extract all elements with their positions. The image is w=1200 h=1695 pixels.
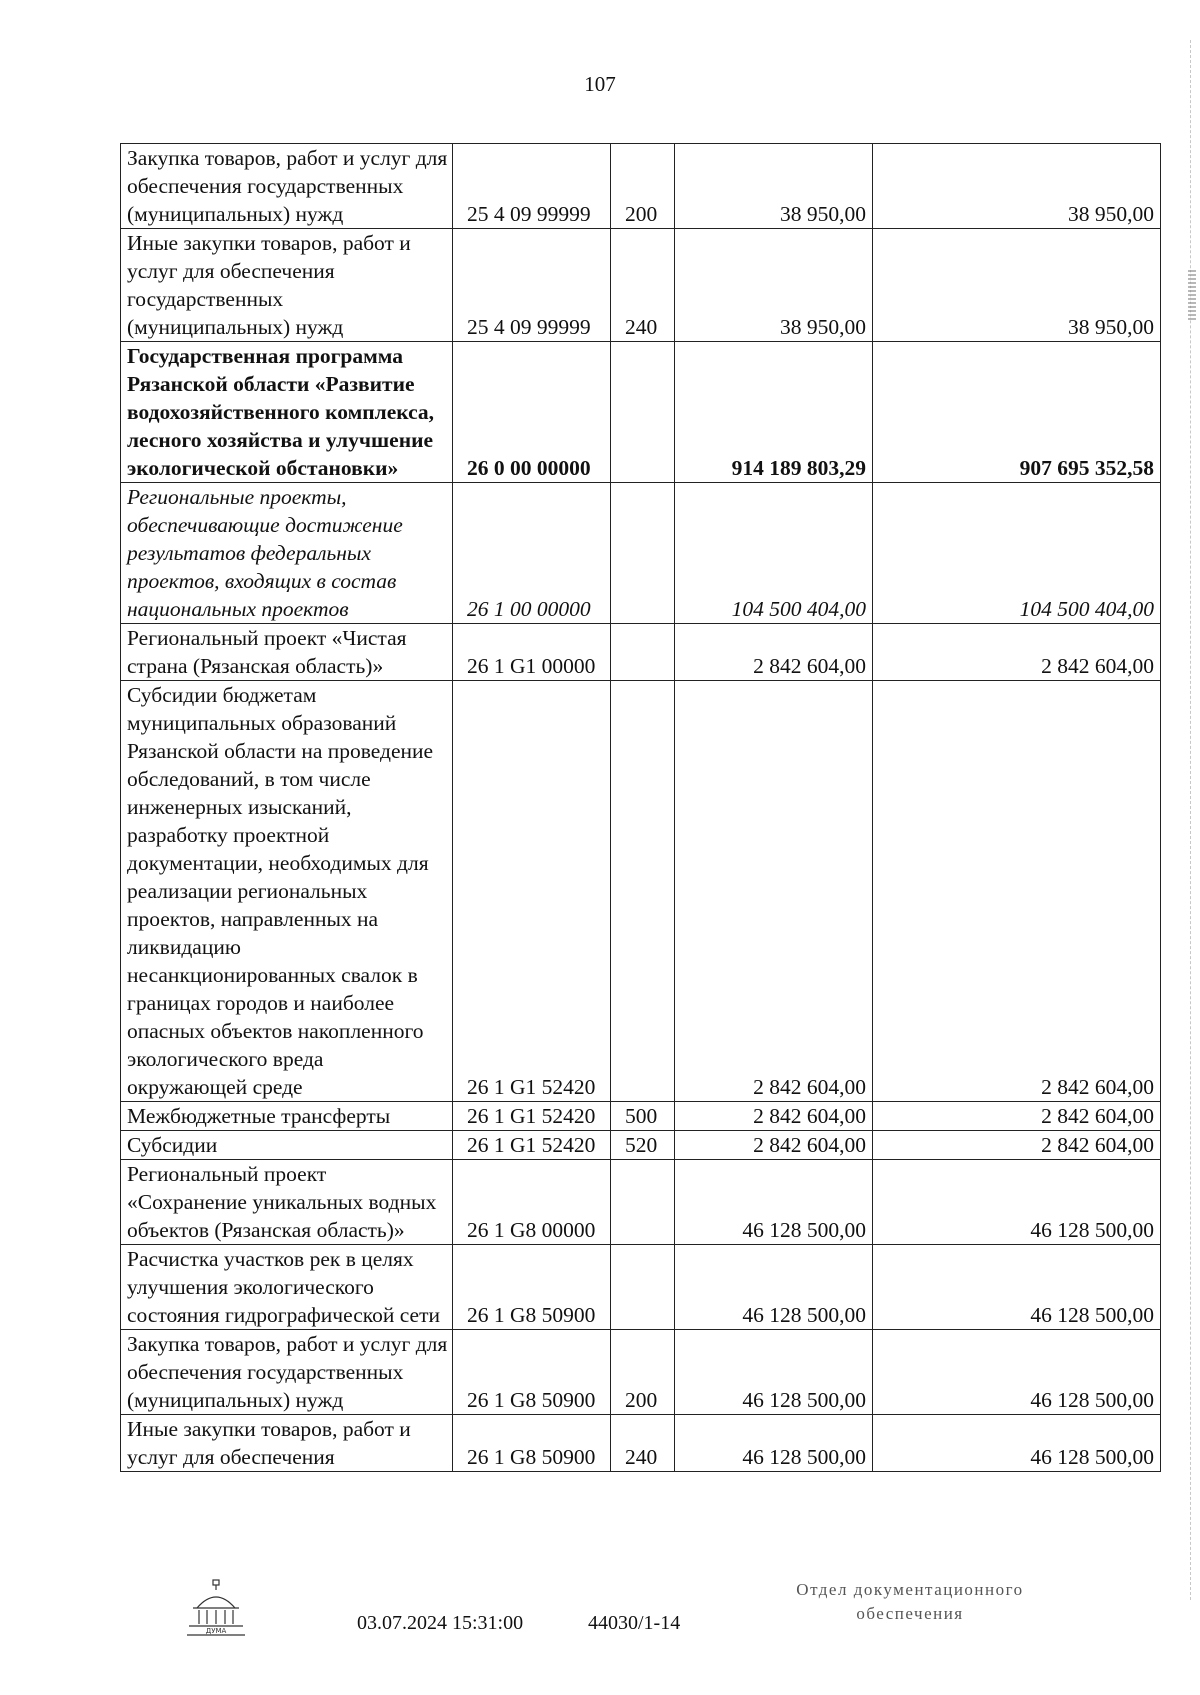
row-value-1: 2 842 604,00 bbox=[675, 1102, 873, 1131]
row-value-2: 38 950,00 bbox=[873, 144, 1161, 229]
table-row-subprogram bbox=[121, 483, 1161, 624]
row-type bbox=[611, 1245, 675, 1330]
stamp-line-2: обеспечения bbox=[856, 1604, 964, 1623]
row-name: Иные закупки товаров, работ и услуг для обеспечения bbox=[121, 1415, 453, 1472]
row-type: 240 bbox=[611, 1415, 675, 1472]
row-type: 200 bbox=[611, 144, 675, 229]
row-name: Расчистка участков рек в целях улучшения экологического состояния гидрографической сети bbox=[121, 1245, 453, 1330]
footer-date: 03.07.2024 15:31:00 bbox=[357, 1612, 524, 1634]
row-code: 26 1 G8 50900 bbox=[453, 1330, 611, 1415]
row-value-2: 2 842 604,00 bbox=[873, 1102, 1161, 1131]
row-value-2: 38 950,00 bbox=[873, 229, 1161, 342]
row-name: Закупка товаров, работ и услуг для обеспечения государственных (муниципальных) нужд bbox=[121, 1330, 453, 1415]
row-value-1: 46 128 500,00 bbox=[675, 1415, 873, 1472]
row-type bbox=[611, 681, 675, 1102]
row-type: 500 bbox=[611, 1102, 675, 1131]
row-type: 240 bbox=[611, 229, 675, 342]
row-name: Региональный проект «Сохранение уникальных водных объектов (Рязанская область)» bbox=[121, 1160, 453, 1245]
row-value-2: 2 842 604,00 bbox=[873, 1131, 1161, 1160]
row-value-1: 38 950,00 bbox=[675, 144, 873, 229]
row-code: 26 1 G1 52420 bbox=[453, 681, 611, 1102]
table-row bbox=[121, 1160, 1161, 1245]
row-value-1: 38 950,00 bbox=[675, 229, 873, 342]
department-stamp bbox=[760, 1578, 1060, 1626]
row-value-2: 46 128 500,00 bbox=[873, 1330, 1161, 1415]
row-code: 26 1 G8 50900 bbox=[453, 1415, 611, 1472]
duma-logo-icon bbox=[183, 1578, 249, 1638]
table-row bbox=[121, 229, 1161, 342]
row-type: 200 bbox=[611, 1330, 675, 1415]
row-value-1: 46 128 500,00 bbox=[675, 1245, 873, 1330]
row-value-1: 46 128 500,00 bbox=[675, 1330, 873, 1415]
row-value-2: 104 500 404,00 bbox=[873, 483, 1161, 624]
row-value-2: 907 695 352,58 bbox=[873, 342, 1161, 483]
row-code: 25 4 09 99999 bbox=[453, 229, 611, 342]
table-row bbox=[121, 624, 1161, 681]
row-name: Иные закупки товаров, работ и услуг для обеспечения государственных (муниципальных) нужд bbox=[121, 229, 453, 342]
row-code: 26 1 G1 00000 bbox=[453, 624, 611, 681]
stamp-line-1: Отдел документационного bbox=[796, 1580, 1024, 1599]
row-type bbox=[611, 483, 675, 624]
row-value-1: 2 842 604,00 bbox=[675, 624, 873, 681]
table-row bbox=[121, 1330, 1161, 1415]
row-value-1: 914 189 803,29 bbox=[675, 342, 873, 483]
row-value-2: 2 842 604,00 bbox=[873, 624, 1161, 681]
row-value-2: 46 128 500,00 bbox=[873, 1245, 1161, 1330]
row-code: 26 1 G1 52420 bbox=[453, 1102, 611, 1131]
row-name: Субсидии bbox=[121, 1131, 453, 1160]
row-type: 520 bbox=[611, 1131, 675, 1160]
table-row-program bbox=[121, 342, 1161, 483]
table-row bbox=[121, 1102, 1161, 1131]
logo-text: ДУМА bbox=[205, 1627, 227, 1635]
row-type bbox=[611, 624, 675, 681]
row-type bbox=[611, 1160, 675, 1245]
row-value-2: 46 128 500,00 bbox=[873, 1160, 1161, 1245]
row-code: 26 0 00 00000 bbox=[453, 342, 611, 483]
row-value-1: 104 500 404,00 bbox=[675, 483, 873, 624]
table-row bbox=[121, 1131, 1161, 1160]
table-row bbox=[121, 144, 1161, 229]
row-name: Субсидии бюджетам муниципальных образований Рязанской области на проведение обследований, в том числе инженерных изысканий, разработку проектной документации, необходимых для реализации региональных проектов, направленных на ликвидацию несанкционированных свалок в границах городов и наиболее опасных объектов накопленного экологического вреда окружающей среде bbox=[121, 681, 453, 1102]
row-type bbox=[611, 342, 675, 483]
row-name: Закупка товаров, работ и услуг для обеспечения государственных (муниципальных) нужд bbox=[121, 144, 453, 229]
table-row bbox=[121, 1245, 1161, 1330]
table-row bbox=[121, 681, 1161, 1102]
row-name: Государственная программа Рязанской области «Развитие водохозяйственного комплекса, лесного хозяйства и улучшение экологической обстановки» bbox=[121, 342, 453, 483]
page-number: 107 bbox=[584, 72, 616, 96]
row-value-1: 2 842 604,00 bbox=[675, 1131, 873, 1160]
row-value-1: 46 128 500,00 bbox=[675, 1160, 873, 1245]
row-code: 26 1 00 00000 bbox=[453, 483, 611, 624]
row-code: 26 1 G1 52420 bbox=[453, 1131, 611, 1160]
row-value-2: 46 128 500,00 bbox=[873, 1415, 1161, 1472]
footer-reg-number: 44030/1-14 bbox=[588, 1612, 681, 1634]
row-name: Региональный проект «Чистая страна (Рязанская область)» bbox=[121, 624, 453, 681]
row-code: 26 1 G8 50900 bbox=[453, 1245, 611, 1330]
table-row bbox=[121, 1415, 1161, 1472]
row-code: 25 4 09 99999 bbox=[453, 144, 611, 229]
row-name: Межбюджетные трансферты bbox=[121, 1102, 453, 1131]
row-code: 26 1 G8 00000 bbox=[453, 1160, 611, 1245]
row-value-2: 2 842 604,00 bbox=[873, 681, 1161, 1102]
scan-mark-artifact bbox=[1188, 270, 1196, 320]
budget-table bbox=[120, 143, 1161, 1472]
row-value-1: 2 842 604,00 bbox=[675, 681, 873, 1102]
row-name: Региональные проекты, обеспечивающие достижение результатов федеральных проектов, входящих в состав национальных проектов bbox=[121, 483, 453, 624]
